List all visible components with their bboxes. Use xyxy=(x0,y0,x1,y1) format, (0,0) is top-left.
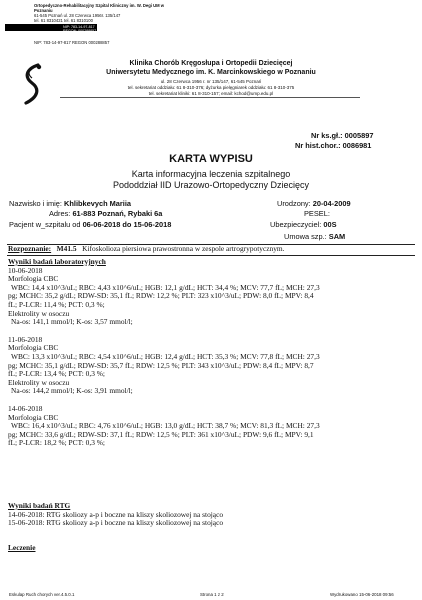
hospital-name-line-2: Poznaniu xyxy=(34,8,53,13)
contract-value: SAM xyxy=(328,232,346,241)
book-number: Nr ks.gł.: 0005897 xyxy=(311,131,374,140)
cbc-row-3: fL; P-LCR: 18,2 %; PCT: 0,3 %; xyxy=(8,438,105,448)
insurer-row xyxy=(270,220,337,229)
nip-regon: NIP: 783-14-97-817 REGON 000288857 xyxy=(34,40,110,45)
address-row xyxy=(49,209,162,218)
header-bar-text: NIP: 783-14-97-817 REGON: 000288857 xyxy=(63,25,97,33)
clinic-phones: tel. sekretariat oddziału: 61 8-310-376; dyżurka pielęgniarek oddziału: 61 8-310-375 xyxy=(127,85,295,90)
pesel-label: PESEL: xyxy=(304,209,330,218)
electrolytes-title: Elektrolity w osoczu xyxy=(8,308,70,318)
patient-name-label: Nazwisko i imię: xyxy=(9,199,62,208)
contract-row xyxy=(284,232,345,241)
header-black-bar xyxy=(5,24,97,31)
department-name: Pododdział IID Urazowo-Ortopedyczny Dziecięcy xyxy=(112,180,310,190)
morphology-title: Morfologia CBC xyxy=(8,274,59,284)
cbc-row-1: WBC: 16,4 x10^3/uL; RBC: 4,76 x10^6/uL; HGB: 13,0 g/dL; HCT: 38,7 %; MCV: 81,3 fL; MCH: 27,3 xyxy=(11,421,320,431)
clinic-email: tel. sekretariat kliniki: 61 8-310-157; email: kchod@ump.edu.pl xyxy=(148,91,274,96)
footer-software: Eskulap Ruch chorych ver.4.5.0.1 xyxy=(9,592,75,597)
cbc-row-3: fL; P-LCR: 11,4 %; PCT: 0,3 %; xyxy=(8,299,105,309)
stay-row xyxy=(9,220,171,229)
birth-date-label: Urodzony: xyxy=(277,199,311,208)
cbc-row-2: pg; MCHC: 35,1 g/dL; RDW-SD: 35,7 fL; RDW: 12,5 %; PLT: 343 x10^3/uL; PDW: 8,4 fL; MPV: 8,7 xyxy=(8,360,314,370)
birth-date-value: 20-04-2009 xyxy=(312,199,351,208)
hospital-address: 61-545 Poznań ul. 28 Czerwca 1956r. 135/147 xyxy=(34,13,121,18)
cbc-row-1: WBC: 13,3 x10^3/uL; RBC: 4,54 x10^6/uL; HGB: 12,4 g/dL; HCT: 35,3 %; MCV: 77,8 fL; MCH: 27,3 xyxy=(11,351,320,361)
clinic-address: ul. 28 Czerwca 1956 r. nr 135/147, 61-545 Poznań xyxy=(160,79,262,84)
lab-section xyxy=(8,258,416,448)
diagnosis-code: M41.5 xyxy=(56,244,77,253)
lab-date: 11-06-2018 xyxy=(8,334,43,344)
rtg-heading: Wyniki badań RTG xyxy=(8,501,71,510)
birth-date-row xyxy=(277,199,351,208)
footer-page-number: Strona 1 z 2 xyxy=(200,592,224,597)
lab-block-1 xyxy=(8,267,416,327)
footer-print-date: Wydrukowano 15-06-2018 09:56 xyxy=(330,592,394,597)
morphology-title: Morfologia CBC xyxy=(8,412,59,422)
patient-name-value: Khlibkevych Mariia xyxy=(64,199,131,208)
lab-heading: Wyniki badań laboratoryjnych xyxy=(8,257,106,266)
cbc-row-3: fL; P-LCR: 13,4 %; PCT: 0,3 %; xyxy=(8,369,105,379)
insurer-value: 00S xyxy=(323,220,337,229)
stay-dates: 06-06-2018 do 15-06-2018 xyxy=(82,220,172,229)
diagnosis-label: Rozpoznanie: xyxy=(8,244,52,253)
lab-date: 10-06-2018 xyxy=(8,265,43,275)
morphology-title: Morfologia CBC xyxy=(8,343,59,353)
hospital-phone: tel. 61 8310421 tel. 61 8310100 xyxy=(34,18,93,23)
electrolytes-title: Elektrolity w osoczu xyxy=(8,377,70,387)
clinic-name: Klinika Chorób Kręgosłupa i Ortopedii Dziecięcej xyxy=(129,60,293,67)
lab-date: 14-06-2018 xyxy=(8,403,43,413)
diagnosis-row xyxy=(8,245,416,254)
document-subtitle: Karta informacyjna leczenia szpitalnego xyxy=(131,169,291,179)
cbc-row-2: pg; MCHC: 35,2 g/dL; RDW-SD: 35,1 fL; RDW: 12,2 %; PLT: 323 x10^3/uL; PDW: 8,0 fL; MPV: 8,4 xyxy=(8,291,314,301)
diagnosis-text: Kifoskolioza piersiowa prawostronna w zespole artrogrypotycznym. xyxy=(82,244,285,253)
university-name: Uniwersytetu Medycznego im. K. Marcinkowskiego w Poznaniu xyxy=(106,69,316,76)
electrolytes-values: Na-os: 141,1 mmol/l; K-os: 3,57 mmol/l; xyxy=(11,317,133,327)
address-value: 61-883 Poznań, Rybaki 6a xyxy=(72,209,163,218)
pesel-row xyxy=(304,209,330,218)
treatment-heading: Leczenie xyxy=(8,543,36,552)
document-title: KARTA WYPISU xyxy=(169,153,253,165)
rtg-line: 15-06-2018: RTG skoliozy a-p i boczne na kliszy skoliozowej na stojąco xyxy=(8,518,224,528)
insurer-label: Ubezpieczyciel: xyxy=(270,220,322,229)
contract-label: Umowa szp.: xyxy=(284,232,327,241)
patient-name-row xyxy=(9,199,131,208)
electrolytes-values: Na-os: 144,2 mmol/l; K-os: 3,91 mmol/l; xyxy=(11,386,133,396)
hospital-name-line-1: Ortopedyczno-Rehabilitacyjny Szpital Kliniczny im. W. Degi UM w xyxy=(34,3,165,8)
diagnosis-bottom-rule xyxy=(7,255,415,256)
rtg-line: 14-06-2018: RTG skoliozy a-p i boczne na kliszy skoliozowej na stojąco xyxy=(8,509,224,519)
header-divider xyxy=(60,97,360,98)
cbc-row-2: pg; MCHC: 33,6 g/dL; RDW-SD: 37,1 fL; RDW: 12,5 %; PLT: 361 x10^3/uL; PDW: 9,6 fL; MPV: 9,1 xyxy=(8,429,314,439)
cbc-row-1: WBC: 14,4 x10^3/uL; RBC: 4,43 x10^6/uL; HGB: 12,1 g/dL; HCT: 34,4 %; MCV: 77,7 fL; MCH: 27,3 xyxy=(11,282,320,292)
treatment-section xyxy=(8,544,416,553)
rtg-section xyxy=(8,502,416,528)
history-number: Nr hist.chor.: 0086981 xyxy=(295,141,372,150)
stay-label: Pacjent w_szpitalu od xyxy=(9,220,81,229)
address-label: Adres: xyxy=(49,209,71,218)
lab-block-2 xyxy=(8,336,416,396)
lab-block-3 xyxy=(8,405,416,448)
